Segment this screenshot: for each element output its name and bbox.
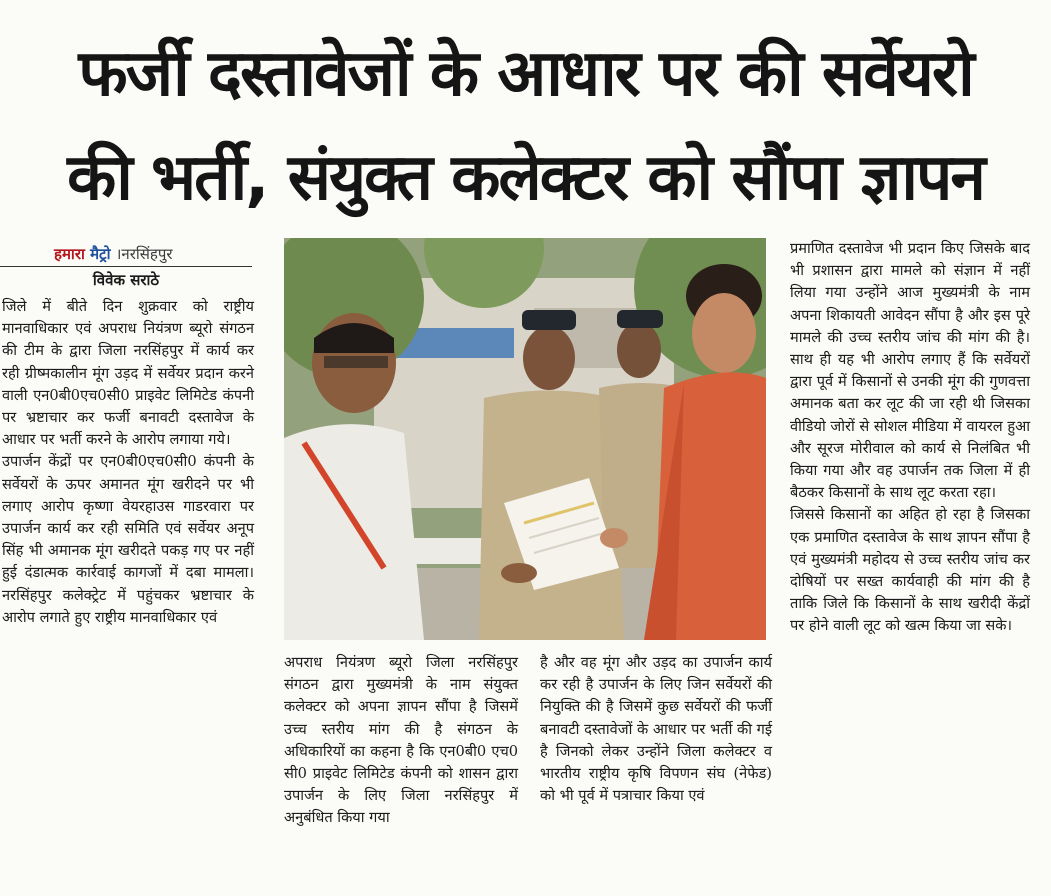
brand-name-part1: हमारा (54, 245, 85, 263)
brand-name-part2: मैट्रो (90, 245, 111, 263)
photo-illustration (284, 238, 766, 640)
headline-line-1: फर्जी दस्तावेजों के आधार पर की सर्वेयरो (78, 37, 973, 111)
dateline-separator: । (115, 245, 122, 263)
author-name: विवेक सराठे (92, 271, 160, 289)
column3-paragraph-1: प्रमाणित दस्तावेज भी प्रदान किए जिसके बाद भी प्रशासन द्वारा मामले को संज्ञान में नहीं लिया गया उन्होंने आज मुख्यमंत्री के नाम अपना शिकायती आवेदन सौंपा है और इस पूरे मामले की उच्च स्तरीय जांच की मांग की है। साथ ही यह भी आरोप लगाए हैं कि सर्वेयरों द्वारा पूर्व में किसानों से उनकी मूंग की गुणवत्ता अमानक बता कर लूट की जा रही थी जिसका वीडियो जोरों से सोशल मीडिया में वायरल हुआ और सूरज मोरीवाल को कार्य से निलंबित भी किया गया और वह उपार्जन तक जिला में ही बैठकर किसानों के साथ लूट करता रहा। (790, 240, 1030, 502)
article-column-2b (540, 652, 772, 807)
column1-paragraph-1: जिले में बीते दिन शुक्रवार को राष्ट्रीय मानवाधिकार एवं अपराध नियंत्रण ब्यूरो संगठन की टीम के द्वारा जिला नरसिंहपुर में कार्य कर रही ग्रीष्मकालीन मूंग उड़द में सर्वेयर प्रदान करने वाली एन0बी0एच0सी0 प्राइवेट लिमिटेड कंपनी पर भ्रष्टाचार कर फर्जी बनावटी दस्तावेज के आधार पर भर्ती करने के आरोप लगाया गये। (2, 298, 254, 449)
article-column-1 (2, 296, 254, 629)
news-photo (284, 238, 766, 640)
article-column-2a (284, 652, 518, 830)
column2a-paragraph: अपराध नियंत्रण ब्यूरो जिला नरसिंहपुर संगठन द्वारा मुख्यमंत्री के नाम संयुक्त कलेक्टर को अपना ज्ञापन सौंपा है जिसमें उच्च स्तरीय मांग की है संगठन के अधिकारियों का कहना है कि एन0बी0 एच0 सी0 प्राइवेट लिमिटेड कंपनी को शासन द्वारा उपार्जन के लिए जिला नरसिंहपुर में अनुबंधित किया गया (284, 654, 518, 827)
column1-paragraph-2: उपार्जन केंद्रों पर एन0बी0एच0सी0 कंपनी के सर्वेयरों के ऊपर अमानत मूंग खरीदने पर भी लगाए आरोप कृष्णा वेयरहाउस गाडरवारा पर उपार्जन कार्य कर रही समिति एवं सर्वेयर अनूप सिंह भी अमानक मूंग खरीदते पकड़ गए पर नहीं हुई दंडात्मक कार्रवाई कागजों में दबा मामला। नरसिंहपुर कलेक्ट्रेट में पहुंचकर भ्रष्टाचार के आरोप लगाते हुए राष्ट्रीय मानवाधिकार एवं (2, 453, 254, 626)
column3-paragraph-2: जिससे किसानों का अहित हो रहा है जिसका एक प्रमाणित दस्तावेज के साथ ज्ञापन सौंपा है एवं मुख्यमंत्री महोदय से उच्च स्तरीय जांच कर दोषियों पर सख्त कार्यवाही की मांग की है ताकि जिले कि किसानों के साथ खरीदी केंद्रों पर होने वाली लूट को खत्म किया जा सके। (790, 506, 1030, 635)
byline-rule (0, 266, 252, 267)
dateline-city: नरसिंहपुर (121, 245, 173, 263)
dateline (54, 244, 173, 264)
headline-line-2: की भर्ती, संयुक्त कलेक्टर को सौंपा ज्ञापन (67, 141, 984, 215)
column2b-paragraph: है और वह मूंग और उड़द का उपार्जन कार्य कर रही है उपार्जन के लिए जिन सर्वेयरों की नियुक्ति की है जिसमें कुछ सर्वेयरों की फर्जी बनावटी दस्तावेजों के आधार पर भर्ती की गई है जिनको लेकर उन्होंने जिला कलेक्टर व भारतीय राष्ट्रीय कृषि विपणन संघ (नेफेड) को भी पूर्व में पत्राचार किया एवं (540, 654, 773, 805)
article-column-3 (790, 238, 1030, 638)
